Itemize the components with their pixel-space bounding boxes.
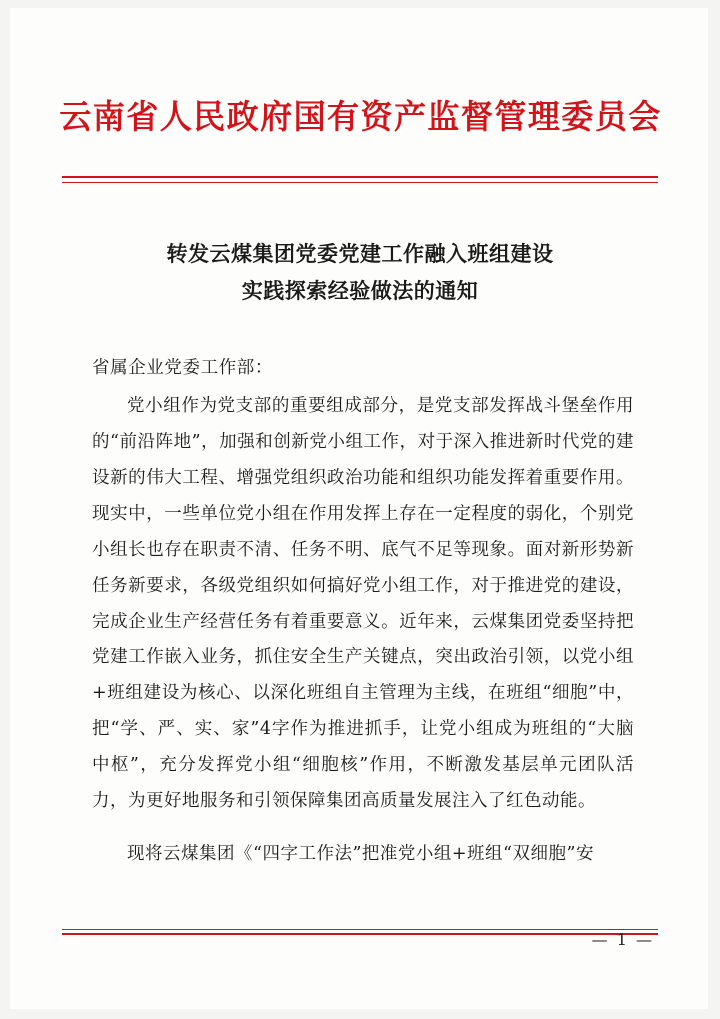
body-paragraph: 现将云煤集团《“四字工作法”把准党小组+班组“双细胞”安 xyxy=(127,844,594,865)
document-title xyxy=(110,236,610,310)
scan-edge-bottom xyxy=(0,1009,720,1019)
footer-rule-thin xyxy=(62,929,658,930)
addressee-line: 省属企业党委工作部： xyxy=(92,358,273,378)
scan-edge-top xyxy=(0,0,720,8)
document-body xyxy=(92,352,634,891)
masthead-rule-thick xyxy=(62,176,658,178)
document-title-line-2: 实践探索经验做法的通知 xyxy=(241,277,479,303)
body-paragraph: 党小组作为党支部的重要组成部分，是党支部发挥战斗堡垒作用的“前沿阵地”，加强和创新党小组工作，对于深入推进新时代党的建设新的伟大工程、增强党组织政治功能和组织功能发挥着重要作用。现实中，一些单位党小组在作用发挥上存在一定程度的弱化，个别党小组长也存在职责不清、任务不明、底气不足等现象。面对新形势新任务新要求，各级党组织如何搞好党小组工作，对于推进党的建设，完成企业生产经营任务有着重要意义。近年来，云煤集团党委坚持把党建工作嵌入业务，抓住安全生产关键点，突出政治引领，以党小组+班组建设为核心、以深化班组自主管理为主线，在班组“细胞”中，把“学、严、实、家”4字作为推进抓手，让党小组成为班组的“大脑中枢”，充分发挥党小组“细胞核”作用，不断激发基层单元团队活力，为更好地服务和引领保障集团高质量发展注入了红色动能。 xyxy=(92,396,634,811)
issuing-organization-title: 云南省人民政府国有资产监督管理委员会 xyxy=(58,97,662,136)
masthead xyxy=(0,96,720,137)
scan-edge-right xyxy=(708,0,720,1019)
footer-rule-thick xyxy=(62,933,658,935)
page-number: — 1 — xyxy=(591,930,654,949)
scan-edge-left xyxy=(0,0,10,1019)
masthead-rule-thin xyxy=(62,182,658,183)
document-title-line-1: 转发云煤集团党委党建工作融入班组建设 xyxy=(166,241,554,266)
